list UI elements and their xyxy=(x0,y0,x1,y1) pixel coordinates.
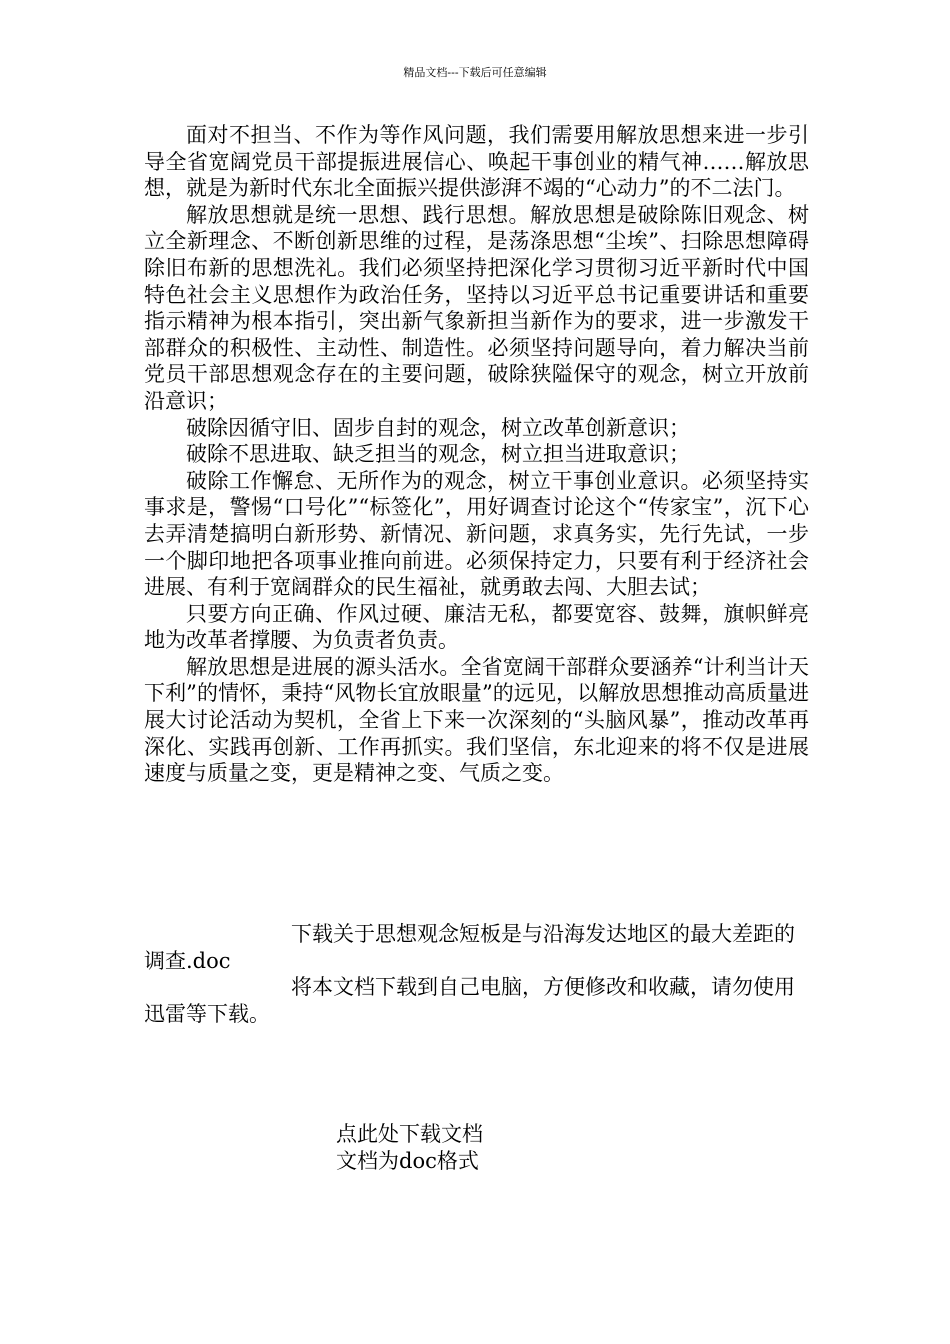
click-to-download-link[interactable]: 点此处下载文档 xyxy=(336,1122,483,1146)
document-format-note: 文档为doc格式 xyxy=(336,1148,479,1173)
document-body xyxy=(144,122,809,787)
page-header: 精品文档---下载后可任意编辑 xyxy=(403,66,547,79)
body-paragraph: 解放思想就是统一思想、践行思想。解放思想是破除陈旧观念、树立全新理念、不断创新思维的过程，是荡涤思想“尘埃”、扫除思想障碍除旧布新的思想洗礼。我们必须坚持把深化学习贯彻习近平新时代中国特色社会主义思想作为政治任务，坚持以习近平总书记重要讲话和重要指示精神为根本指引，突出新气象新担当新作为的要求，进一步激发干部群众的积极性、主动性、制造性。必须坚持问题导向，着力解决当前党员干部思想观念存在的主要问题，破除狭隘保守的观念，树立开放前沿意识； xyxy=(144,202,809,413)
body-paragraph: 面对不担当、不作为等作风问题，我们需要用解放思想来进一步引导全省宽阔党员干部提振进展信心、唤起干事创业的精气神……解放思想，就是为新时代东北全面振兴提供澎湃不竭的“心动力”的不二法门。 xyxy=(144,123,809,201)
body-paragraph: 破除工作懈怠、无所作为的观念，树立干事创业意识。必须坚持实事求是，警惕“口号化”“标签化”，用好调查讨论这个“传家宝”，沉下心去弄清楚搞明白新形势、新情况、新问题，求真务实，先行先试，一步一个脚印地把各项事业推向前进。必须保持定力，只要有利于经济社会进展、有利于宽阔群众的民生福祉，就勇敢去闯、大胆去试； xyxy=(144,468,809,600)
body-paragraph: 破除因循守旧、固步自封的观念，树立改革创新意识； xyxy=(186,415,690,440)
body-paragraph: 解放思想是进展的源头活水。全省宽阔干部群众要涵养“计利当计天下利”的情怀，秉持“风物长宜放眼量”的远见，以解放思想推动高质量进展大讨论活动为契机，全省上下来一次深刻的“头脑风暴”，推动改革再深化、实践再创新、工作再抓实。我们坚信，东北迎来的将不仅是进展速度与质量之变，更是精神之变、气质之变。 xyxy=(144,654,809,786)
download-document-link[interactable]: 下载关于思想观念短板是与沿海发达地区的最大差距的调查.doc xyxy=(144,922,795,973)
download-note: 将本文档下载到自己电脑，方便修改和收藏，请勿使用迅雷等下载。 xyxy=(144,975,795,1026)
footer-links xyxy=(336,1121,483,1174)
download-section xyxy=(144,921,809,1027)
body-paragraph: 破除不思进取、缺乏担当的观念，树立担当进取意识； xyxy=(186,442,690,467)
download-title-paragraph xyxy=(144,921,809,974)
body-paragraph: 只要方向正确、作风过硬、廉洁无私，都要宽容、鼓舞，旗帜鲜亮地为改革者撑腰、为负责者负责。 xyxy=(144,601,809,653)
